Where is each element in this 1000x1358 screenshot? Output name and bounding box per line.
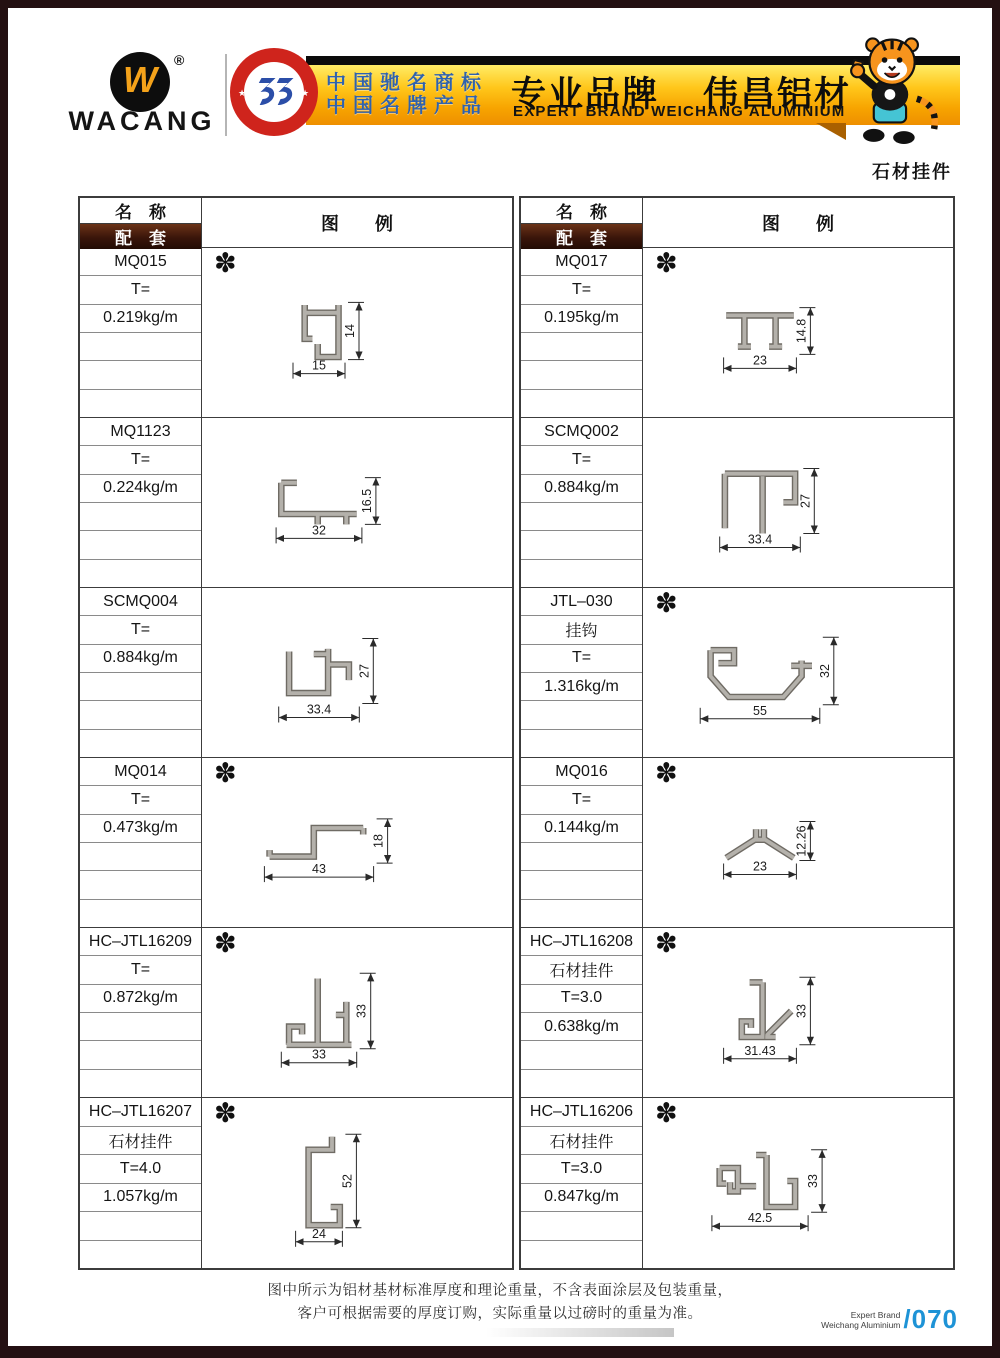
legend-cell bbox=[643, 928, 953, 1097]
spec-cell bbox=[521, 503, 642, 531]
spec-cell bbox=[80, 1212, 201, 1241]
spec-column bbox=[521, 928, 643, 1097]
spec-cell: 0.872kg/m bbox=[80, 985, 201, 1013]
spec-column bbox=[80, 928, 202, 1097]
product-block-SCMQ004 bbox=[80, 588, 512, 758]
spec-cell bbox=[80, 1013, 201, 1041]
spec-cell bbox=[80, 871, 201, 899]
asterisk-icon: ✽ bbox=[655, 248, 678, 278]
spec-cell: HC–JTL16207 bbox=[80, 1098, 201, 1127]
table-header-row bbox=[521, 198, 953, 248]
spec-cell: T= bbox=[521, 276, 642, 304]
spec-cell bbox=[521, 1212, 642, 1241]
dim-width-label: 32 bbox=[312, 522, 326, 537]
legend-cell bbox=[202, 418, 512, 587]
page-content bbox=[8, 8, 992, 1346]
header-name-column bbox=[521, 198, 643, 247]
spec-cell: 石材挂件 bbox=[521, 1127, 642, 1156]
product-block-HC-JTL16206 bbox=[521, 1098, 953, 1268]
spec-cell bbox=[80, 1041, 201, 1069]
spec-cell: MQ015 bbox=[80, 248, 201, 276]
spec-cell: HC–JTL16209 bbox=[80, 928, 201, 956]
asterisk-icon: ✽ bbox=[214, 1098, 237, 1128]
spec-cell: 0.847kg/m bbox=[521, 1184, 642, 1213]
dim-width-label: 31.43 bbox=[744, 1043, 776, 1058]
dim-height-label: 52 bbox=[340, 1174, 355, 1188]
spec-cell bbox=[80, 560, 201, 587]
spec-cell: 0.144kg/m bbox=[521, 815, 642, 843]
spec-cell: T=3.0 bbox=[521, 1155, 642, 1184]
spec-cell: T= bbox=[80, 446, 201, 474]
footer-brand-line2: Weichang Aluminium bbox=[821, 1319, 901, 1330]
profile-diagram-MQ1123 bbox=[207, 421, 507, 585]
product-block-MQ1123 bbox=[80, 418, 512, 588]
footer-brand-line1: Expert Brand bbox=[850, 1309, 901, 1320]
dim-width-label: 33 bbox=[312, 1047, 326, 1062]
spec-cell: T=4.0 bbox=[80, 1155, 201, 1184]
banner-claims bbox=[326, 72, 488, 118]
spec-cell bbox=[80, 900, 201, 927]
legend-cell bbox=[643, 1098, 953, 1268]
table-header-row bbox=[80, 198, 512, 248]
dim-width-label: 23 bbox=[753, 859, 767, 873]
spec-cell bbox=[80, 503, 201, 531]
spec-cell: 挂钩 bbox=[521, 616, 642, 644]
spec-cell: SCMQ002 bbox=[521, 418, 642, 446]
product-block-MQ016 bbox=[521, 758, 953, 928]
claim-line-1: 中国驰名商标 bbox=[326, 72, 488, 94]
spec-cell bbox=[80, 1070, 201, 1097]
legend-cell bbox=[202, 588, 512, 757]
product-block-MQ015 bbox=[80, 248, 512, 418]
dim-height-label: 32 bbox=[817, 663, 832, 678]
profile-diagram-MQ016 bbox=[648, 758, 948, 925]
spec-cell bbox=[80, 843, 201, 871]
product-block-MQ014 bbox=[80, 758, 512, 928]
legend-cell bbox=[202, 248, 512, 417]
footer-note-line1: 图中所示为铝材基材标准厚度和理论重量，不含表面涂层及包装重量， bbox=[267, 1283, 733, 1299]
spec-column bbox=[521, 588, 643, 757]
profile-diagram-SCMQ004 bbox=[207, 591, 507, 755]
page-number: /070 bbox=[903, 1304, 958, 1334]
spec-cell bbox=[80, 361, 201, 389]
legend-cell bbox=[202, 758, 512, 927]
spec-cell: 0.884kg/m bbox=[80, 645, 201, 673]
spec-cell: T= bbox=[80, 786, 201, 814]
spec-cell: 0.219kg/m bbox=[80, 305, 201, 333]
product-block-JTL-030 bbox=[521, 588, 953, 758]
spec-cell: T= bbox=[80, 956, 201, 984]
column-header-name: 名 称 bbox=[521, 198, 642, 224]
svg-text:★: ★ bbox=[301, 88, 310, 98]
profile-diagram-SCMQ002 bbox=[648, 421, 948, 585]
column-header-fit: 配 套 bbox=[521, 224, 642, 249]
product-block-MQ017 bbox=[521, 248, 953, 418]
spec-cell: 0.638kg/m bbox=[521, 1013, 642, 1041]
spec-cell: HC–JTL16206 bbox=[521, 1098, 642, 1127]
asterisk-icon: ✽ bbox=[655, 928, 678, 958]
legend-cell bbox=[202, 1098, 512, 1268]
brand-title-en: EXPERT BRAND WEICHANG ALUMINIUM bbox=[513, 103, 846, 120]
dim-width-label: 23 bbox=[753, 352, 767, 367]
spec-column bbox=[80, 1098, 202, 1268]
asterisk-icon: ✽ bbox=[214, 928, 237, 958]
spec-column bbox=[80, 588, 202, 757]
spec-cell bbox=[521, 871, 642, 899]
dim-width-label: 33.4 bbox=[747, 532, 773, 546]
spec-cell: 0.224kg/m bbox=[80, 475, 201, 503]
spec-cell bbox=[521, 1070, 642, 1097]
china-top-brand-badge-icon bbox=[228, 46, 320, 138]
wacang-logo-icon bbox=[110, 52, 170, 112]
page-header bbox=[8, 8, 992, 158]
spec-cell bbox=[521, 900, 642, 927]
asterisk-icon: ✽ bbox=[655, 1098, 678, 1128]
spec-cell: T=3.0 bbox=[521, 985, 642, 1013]
spec-cell: T= bbox=[80, 616, 201, 644]
spec-cell bbox=[80, 701, 201, 729]
dim-height-label: 27 bbox=[357, 663, 372, 678]
spec-cell: 1.057kg/m bbox=[80, 1184, 201, 1213]
dim-height-label: 33 bbox=[806, 1174, 821, 1188]
spec-cell: JTL–030 bbox=[521, 588, 642, 616]
spec-cell: MQ017 bbox=[521, 248, 642, 276]
svg-text:★: ★ bbox=[238, 88, 247, 98]
spec-cell bbox=[521, 1241, 642, 1269]
legend-cell bbox=[202, 928, 512, 1097]
column-header-fit: 配 套 bbox=[80, 224, 201, 249]
brand-cn-left: 专业品牌 bbox=[511, 75, 660, 114]
wacang-logo-text: WACANG bbox=[68, 106, 216, 136]
claim-line-2: 中国名牌产品 bbox=[326, 95, 488, 117]
dim-height-label: 18 bbox=[371, 833, 386, 848]
brand-cn-right: 伟昌铝材 bbox=[703, 75, 852, 114]
legend-cell bbox=[643, 758, 953, 927]
table-right-half bbox=[519, 196, 955, 1270]
footer-note-line2: 客户可根据需要的厚度订购，实际重量以过磅时的重量为准。 bbox=[297, 1306, 703, 1322]
spec-column bbox=[521, 248, 643, 417]
dim-height-label: 14 bbox=[343, 323, 357, 338]
column-header-name: 名 称 bbox=[80, 198, 201, 224]
spec-cell bbox=[80, 531, 201, 559]
registered-trademark-icon: ® bbox=[174, 52, 185, 68]
spec-cell bbox=[80, 390, 201, 417]
product-block-HC-JTL16207 bbox=[80, 1098, 512, 1268]
profile-diagram-MQ015 bbox=[207, 248, 507, 415]
footer-fade-bar bbox=[486, 1328, 674, 1337]
header-name-column bbox=[80, 198, 202, 247]
column-header-legend: 图 例 bbox=[762, 213, 834, 234]
product-block-HC-JTL16209 bbox=[80, 928, 512, 1098]
spec-cell bbox=[521, 390, 642, 417]
spec-cell: MQ1123 bbox=[80, 418, 201, 446]
legend-cell bbox=[643, 248, 953, 417]
wacang-logo-w: W bbox=[123, 59, 157, 100]
dim-width-label: 15 bbox=[312, 358, 326, 373]
dim-width-label: 33.4 bbox=[306, 702, 332, 716]
spec-cell bbox=[80, 673, 201, 701]
spec-cell: 0.884kg/m bbox=[521, 475, 642, 503]
spec-cell: T= bbox=[80, 276, 201, 304]
spec-cell: T= bbox=[521, 645, 642, 673]
dim-width-label: 42.5 bbox=[747, 1211, 773, 1226]
legend-cell bbox=[643, 418, 953, 587]
spec-column bbox=[521, 418, 643, 587]
dim-height-label: 12.26 bbox=[794, 824, 809, 857]
column-header-legend: 图 例 bbox=[321, 213, 393, 234]
product-block-HC-JTL16208 bbox=[521, 928, 953, 1098]
page-footer bbox=[821, 1304, 958, 1335]
asterisk-icon: ✽ bbox=[655, 758, 678, 788]
spec-cell: T= bbox=[521, 786, 642, 814]
spec-column bbox=[521, 1098, 643, 1268]
dim-height-label: 27 bbox=[798, 493, 813, 508]
spec-cell: MQ016 bbox=[521, 758, 642, 786]
profile-diagram-HC-JTL16209 bbox=[207, 928, 507, 1095]
profile-diagram-MQ017 bbox=[648, 248, 948, 415]
dim-height-label: 16.5 bbox=[359, 488, 374, 513]
profile-diagram-HC-JTL16206 bbox=[648, 1098, 948, 1265]
footer-brand bbox=[821, 1310, 900, 1330]
spec-column bbox=[80, 418, 202, 587]
spec-cell: 石材挂件 bbox=[521, 956, 642, 984]
spec-cell: 0.473kg/m bbox=[80, 815, 201, 843]
spec-cell bbox=[521, 333, 642, 361]
spec-cell: 1.316kg/m bbox=[521, 673, 642, 701]
dim-width-label: 24 bbox=[312, 1226, 326, 1241]
asterisk-icon: ✽ bbox=[214, 758, 237, 788]
dim-width-label: 43 bbox=[312, 861, 326, 876]
header-divider bbox=[225, 54, 227, 136]
spec-cell bbox=[521, 730, 642, 757]
dim-height-label: 33 bbox=[794, 1003, 809, 1018]
spec-cell bbox=[80, 333, 201, 361]
profile-diagram-HC-JTL16208 bbox=[648, 928, 948, 1095]
spec-cell: T= bbox=[521, 446, 642, 474]
spec-cell: 石材挂件 bbox=[80, 1127, 201, 1156]
dim-height-label: 33 bbox=[354, 1003, 369, 1018]
asterisk-icon: ✽ bbox=[655, 588, 678, 618]
spec-cell bbox=[521, 843, 642, 871]
spec-column bbox=[80, 758, 202, 927]
table-left-half bbox=[78, 196, 514, 1270]
spec-column bbox=[521, 758, 643, 927]
profile-diagram-JTL-030 bbox=[648, 588, 948, 755]
spec-cell bbox=[521, 560, 642, 587]
asterisk-icon: ✽ bbox=[214, 248, 237, 278]
profile-diagram-HC-JTL16207 bbox=[207, 1098, 507, 1265]
spec-column bbox=[80, 248, 202, 417]
spec-cell: HC–JTL16208 bbox=[521, 928, 642, 956]
spec-cell: 0.195kg/m bbox=[521, 305, 642, 333]
spec-cell: SCMQ004 bbox=[80, 588, 201, 616]
spec-cell bbox=[521, 531, 642, 559]
dim-width-label: 55 bbox=[753, 703, 767, 718]
dim-height-label: 14.8 bbox=[794, 318, 809, 343]
tiger-mascot-icon bbox=[836, 32, 946, 144]
spec-cell: MQ014 bbox=[80, 758, 201, 786]
spec-cell bbox=[521, 701, 642, 729]
profile-diagram-MQ014 bbox=[207, 758, 507, 925]
spec-cell bbox=[80, 730, 201, 757]
catalog-table bbox=[78, 196, 955, 1270]
spec-cell bbox=[521, 361, 642, 389]
section-title: 石材挂件 bbox=[872, 162, 952, 182]
legend-cell bbox=[643, 588, 953, 757]
product-block-SCMQ002 bbox=[521, 418, 953, 588]
spec-cell bbox=[521, 1041, 642, 1069]
spec-cell bbox=[80, 1241, 201, 1269]
